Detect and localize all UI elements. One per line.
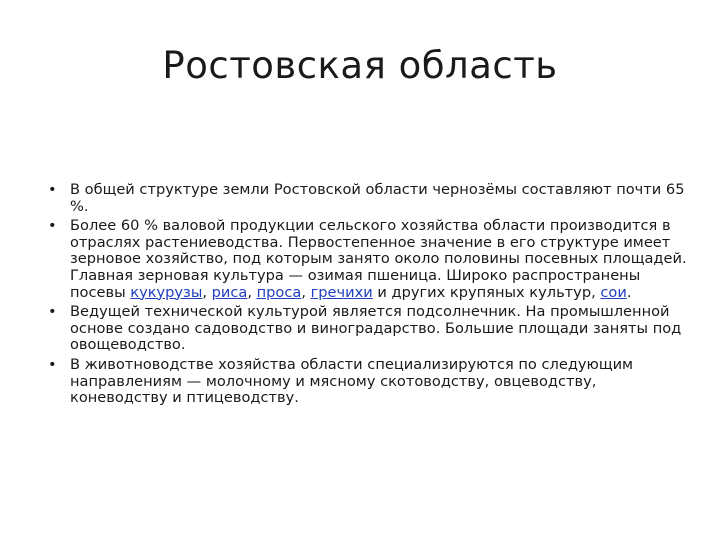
separator: , xyxy=(247,283,257,301)
bullet-icon: • xyxy=(48,355,57,373)
bullet-item-sunflower xyxy=(48,304,688,354)
bullet-text: Ведущей технической культурой является подсолнечник. На промышленной основе создано садоводство и виноградарство. Большие площади заняты под овощеводство. xyxy=(70,303,682,354)
bullet-text: В животноводстве хозяйства области специализируются по следующим направлениям — молочному и мясному скотоводству, овцеводству, коневодству и птицеводству. xyxy=(70,355,634,407)
separator: , xyxy=(202,283,212,301)
bullet-list xyxy=(48,182,688,410)
bullet-text-end: . xyxy=(626,283,632,301)
bullet-text: В общей структуре земли Ростовской области чернозёмы составляют почти 65 %. xyxy=(70,181,685,215)
bullet-item-crops xyxy=(48,218,688,301)
link-soy[interactable]: сои xyxy=(600,283,627,301)
bullet-text: Более 60 % валовой продукции сельского хозяйства области производится в отраслях растениеводства. Первостепенное значение в его структуре имеет зерновое хозяйство, под которым занято около половины посевных площадей. Главная зерновая культура — озимая пшеница. Широко распространены посевы xyxy=(70,217,687,301)
slide-title: Ростовская область xyxy=(162,44,558,87)
bullet-icon: • xyxy=(48,303,57,321)
bullet-item-soil xyxy=(48,182,688,215)
bullet-icon: • xyxy=(48,217,57,235)
bullet-icon: • xyxy=(48,181,57,198)
link-buckwheat[interactable]: гречихи xyxy=(310,283,373,301)
bullet-text-middle: и других крупяных культур, xyxy=(372,283,601,301)
link-millet[interactable]: проса xyxy=(256,283,302,301)
link-rice[interactable]: риса xyxy=(211,283,248,301)
separator: , xyxy=(301,283,311,301)
link-corn[interactable]: кукурузы xyxy=(130,283,203,301)
bullet-item-livestock xyxy=(48,357,688,407)
